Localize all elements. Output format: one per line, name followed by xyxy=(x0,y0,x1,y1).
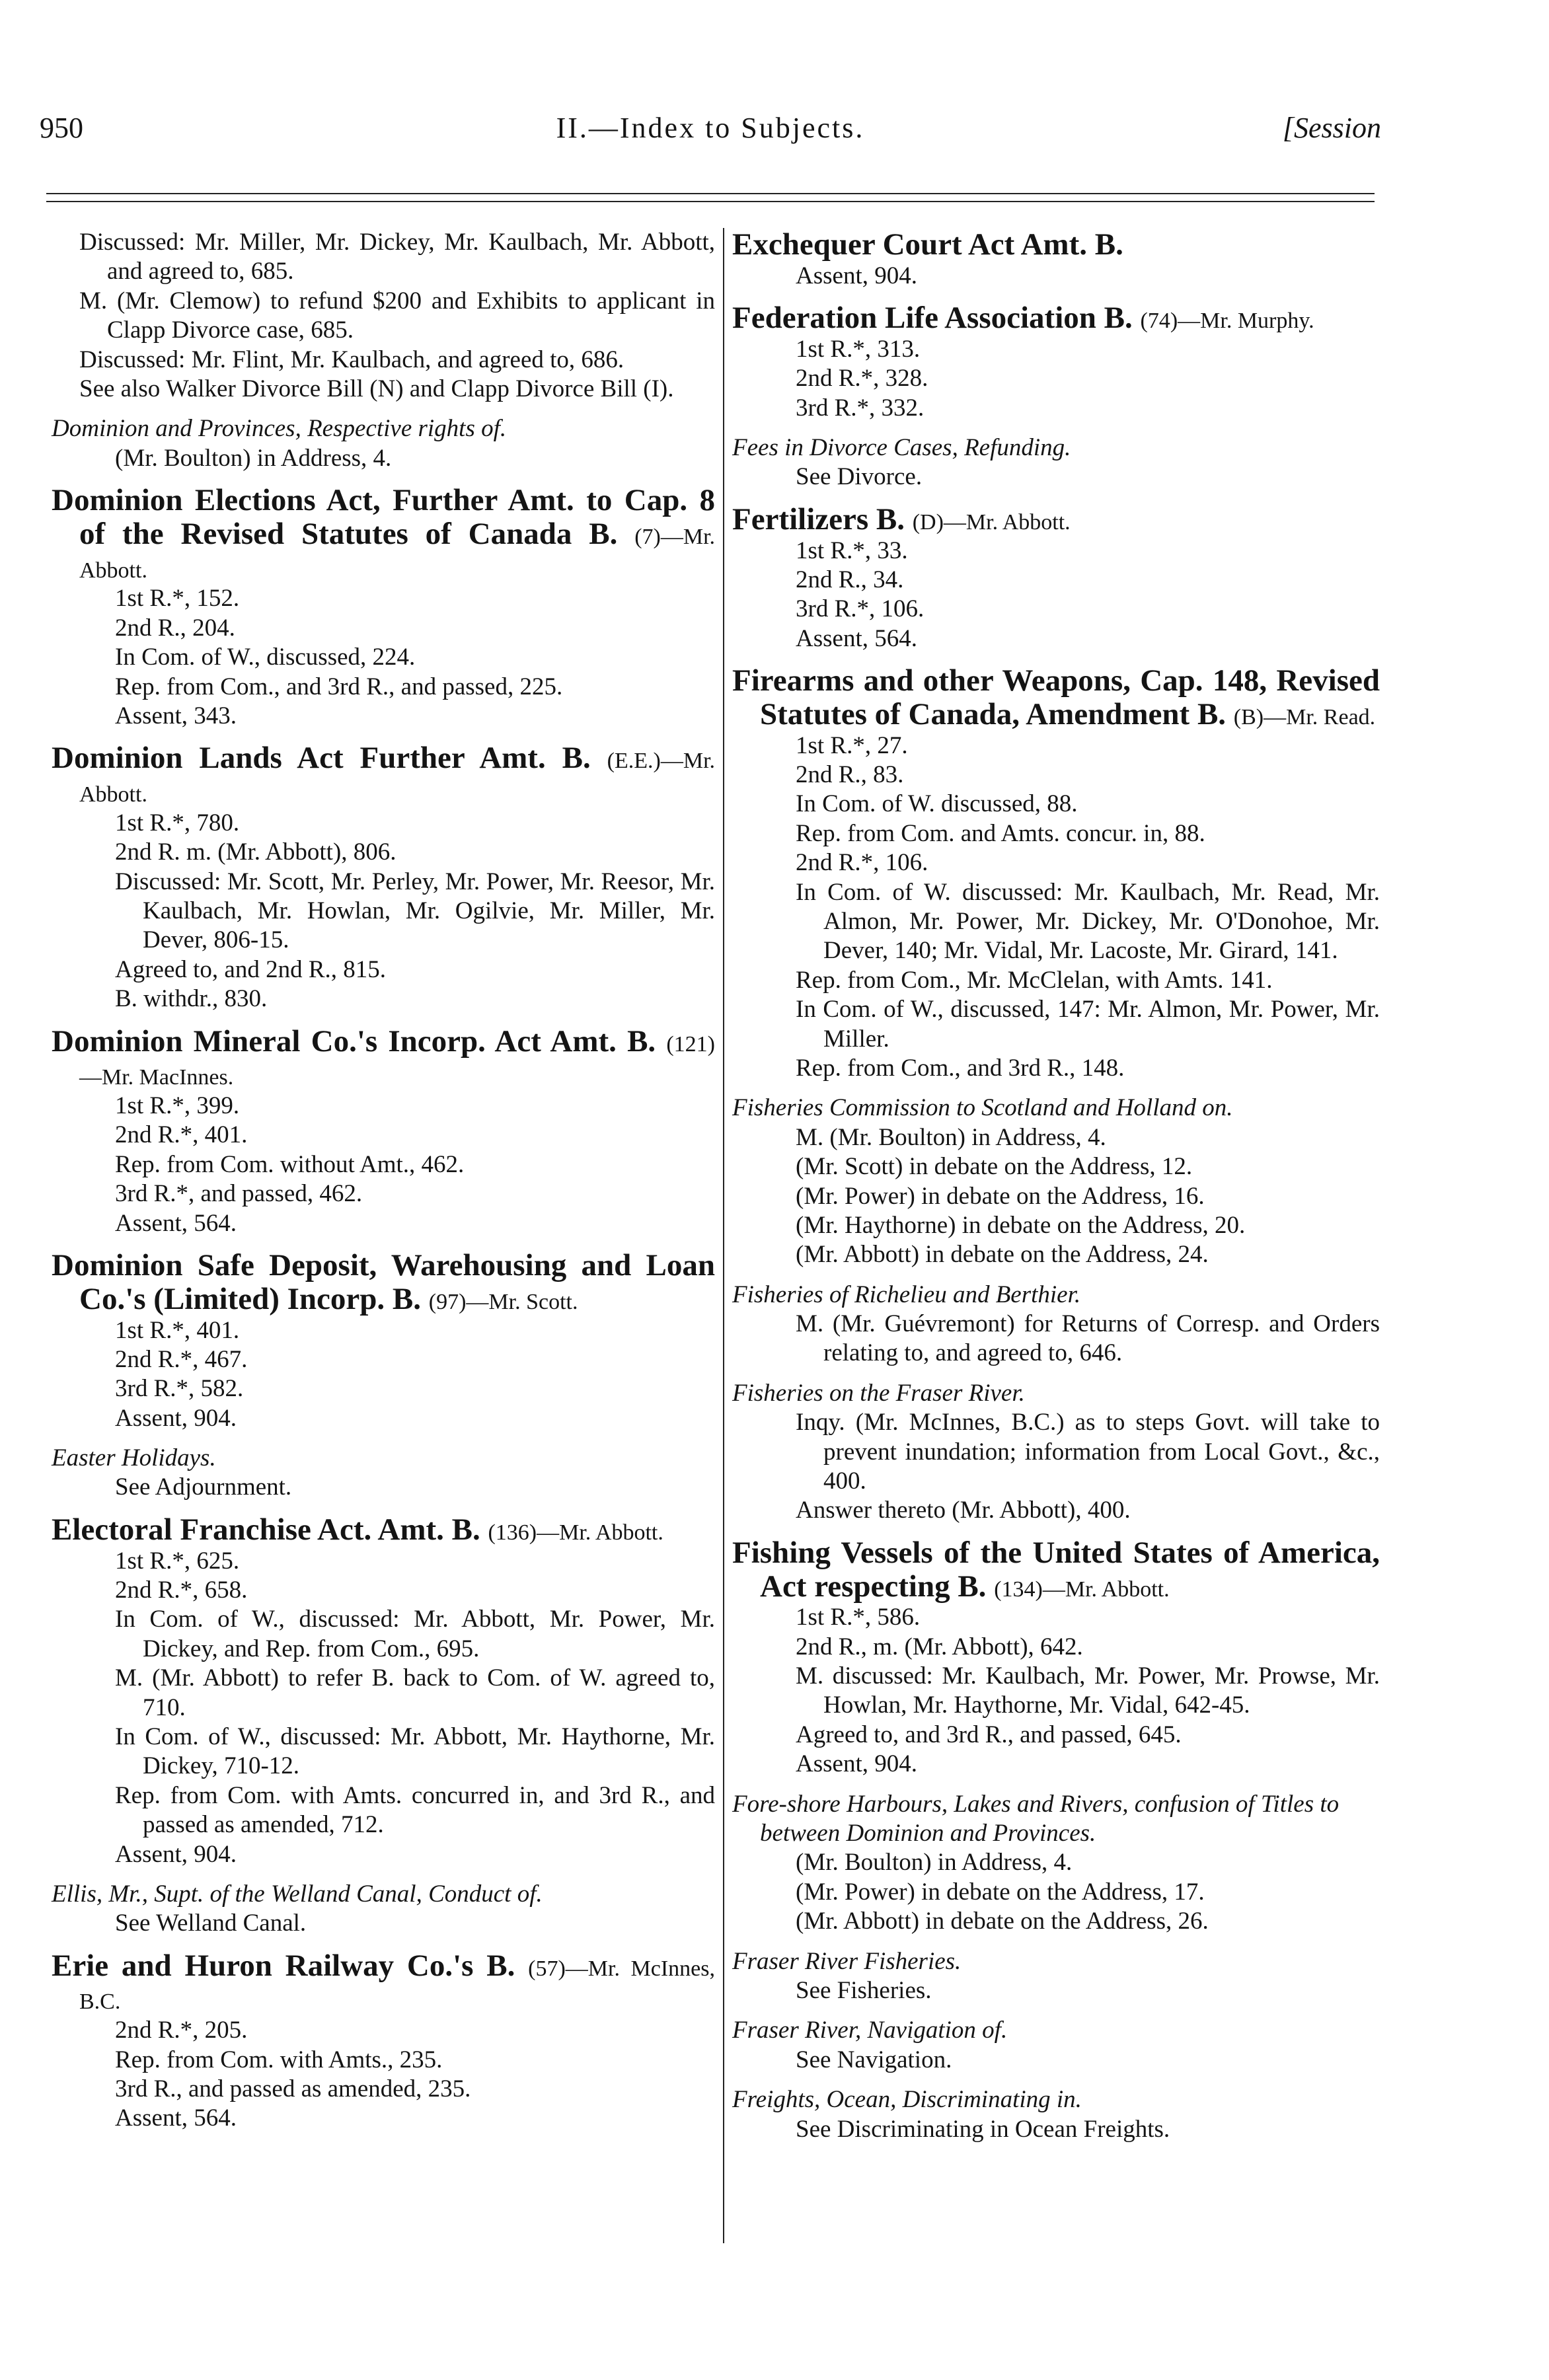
entry-line: 2nd R.*, 467. xyxy=(115,1345,248,1373)
entry-line: Rep. from Com. and Amts. concur. in, 88. xyxy=(796,819,1205,847)
index-entry xyxy=(52,1444,715,1503)
index-entry xyxy=(52,414,715,473)
entry-heading xyxy=(52,1025,715,1092)
entry-heading xyxy=(732,664,1380,731)
entry-line: Rep. from Com. with Amts. concurred in, and 3rd R., and passed as amended, 712. xyxy=(115,1781,715,1839)
index-entry xyxy=(732,1790,1380,1937)
entry-line: 2nd R. m. (Mr. Abbott), 806. xyxy=(115,838,397,866)
index-entry xyxy=(732,433,1380,492)
entry-heading-text: Dominion Mineral Co.'s Incorp. Act Amt. B. xyxy=(52,1023,656,1059)
entry-bill-ref: (134)—Mr. Abbott. xyxy=(994,1577,1170,1602)
entry-line: See Discriminating in Ocean Freights. xyxy=(796,2115,1170,2143)
index-entry xyxy=(52,1949,715,2134)
entry-line: See Adjournment. xyxy=(115,1473,292,1501)
entry-line: (Mr. Power) in debate on the Address, 17. xyxy=(796,1878,1205,1906)
entry-heading xyxy=(52,414,715,443)
entry-heading xyxy=(52,484,715,584)
entry-line: Discussed: Mr. Flint, Mr. Kaulbach, and agreed to, 686. xyxy=(79,346,624,373)
entry-heading-text: Fisheries of Richelieu and Berthier. xyxy=(732,1281,1081,1308)
entry-line: Assent, 564. xyxy=(115,2104,237,2132)
entry-heading-text: Firearms and other Weapons, Cap. 148, Revised Statutes of Canada, Amendment B. xyxy=(732,663,1380,731)
entry-bill-ref: (97)—Mr. Scott. xyxy=(428,1289,578,1314)
entry-heading xyxy=(52,1249,715,1316)
entry-line: 2nd R.*, 106. xyxy=(796,849,928,877)
index-entry xyxy=(732,228,1380,291)
entry-line: See Divorce. xyxy=(796,463,923,491)
entry-line: 3rd R.*, and passed, 462. xyxy=(115,1180,363,1208)
entry-line: In Com. of W. discussed, 88. xyxy=(796,790,1078,818)
index-entry xyxy=(732,664,1380,1083)
entry-heading-text: Fees in Divorce Cases, Refunding. xyxy=(732,434,1071,462)
page-number: 950 xyxy=(40,112,83,144)
entry-line: (Mr. Abbott) in debate on the Address, 26. xyxy=(796,1908,1209,1935)
entry-heading-text: Fishing Vessels of the United States of America, Act respecting B. xyxy=(732,1535,1380,1604)
entry-bill-ref: (136)—Mr. Abbott. xyxy=(488,1520,663,1545)
entry-line: 2nd R., 34. xyxy=(796,566,904,593)
entry-line: 2nd R., m. (Mr. Abbott), 642. xyxy=(796,1633,1083,1660)
index-entry xyxy=(52,1025,715,1238)
entry-line: 1st R.*, 399. xyxy=(115,1092,240,1120)
index-entry xyxy=(732,1536,1380,1779)
entry-heading-text: Ellis, Mr., Supt. of the Welland Canal, Conduct of. xyxy=(52,1880,543,1908)
entry-line: 1st R.*, 313. xyxy=(796,335,921,363)
entry-heading xyxy=(732,433,1380,463)
entry-heading-text: Fisheries Commission to Scotland and Holland on. xyxy=(732,1094,1233,1122)
entry-line: 1st R.*, 401. xyxy=(115,1316,240,1344)
entry-bill-ref: (D)—Mr. Abbott. xyxy=(912,509,1071,535)
page-title: II.—Index to Subjects. xyxy=(556,112,865,144)
entry-heading xyxy=(52,1880,715,1909)
entry-line: 1st R.*, 625. xyxy=(115,1547,240,1575)
entry-line: (Mr. Power) in debate on the Address, 16. xyxy=(796,1182,1205,1210)
entry-line: 1st R.*, 33. xyxy=(796,537,908,564)
entry-heading xyxy=(732,228,1380,262)
entry-line: Rep. from Com. with Amts., 235. xyxy=(115,2046,443,2073)
index-entry xyxy=(732,1281,1380,1368)
entry-heading xyxy=(732,1281,1380,1310)
entry-heading xyxy=(732,503,1380,537)
entry-line: 3rd R.*, 582. xyxy=(115,1375,244,1403)
entry-line: See Welland Canal. xyxy=(115,1910,307,1937)
entry-heading xyxy=(52,1513,715,1547)
entry-line: 3rd R.*, 332. xyxy=(796,394,925,422)
entry-line: Assent, 904. xyxy=(796,1750,917,1778)
entry-heading xyxy=(732,1094,1380,1123)
index-entry xyxy=(52,228,715,404)
entry-bill-ref: (B)—Mr. Read. xyxy=(1233,704,1376,729)
entry-heading-text: Dominion Elections Act, Further Amt. to Cap. 8 of the Revised Statutes of Canada B. xyxy=(52,483,715,551)
entry-line: Rep. from Com., and 3rd R., 148. xyxy=(796,1054,1125,1082)
entry-line: Assent, 564. xyxy=(796,624,917,652)
entry-heading xyxy=(732,301,1380,335)
entry-line: 2nd R.*, 328. xyxy=(796,365,928,392)
entry-line: (Mr. Boulton) in Address, 4. xyxy=(796,1849,1073,1877)
entry-line: See also Walker Divorce Bill (N) and Clapp Divorce Bill (I). xyxy=(79,375,674,402)
entry-heading-text: Fore-shore Harbours, Lakes and Rivers, confusion of Titles to between Dominion and Provinces. xyxy=(732,1790,1340,1847)
entry-line: Discussed: Mr. Miller, Mr. Dickey, Mr. Kaulbach, Mr. Abbott, and agreed to, 685. xyxy=(79,229,715,285)
entry-heading-text: Fertilizers B. xyxy=(732,502,905,537)
entry-line: (Mr. Scott) in debate on the Address, 12. xyxy=(796,1153,1193,1181)
entry-line: (Mr. Boulton) in Address, 4. xyxy=(115,444,392,472)
header-rule-bottom xyxy=(46,201,1375,202)
index-entry xyxy=(52,1880,715,1939)
entry-line: (Mr. Haythorne) in debate on the Address, 20. xyxy=(796,1211,1246,1239)
index-entry xyxy=(732,2085,1380,2144)
entry-heading xyxy=(52,1949,715,2017)
entry-heading xyxy=(732,1947,1380,1976)
entry-heading-text: Fraser River, Navigation of. xyxy=(732,2017,1008,2044)
entry-line: (Mr. Abbott) in debate on the Address, 24. xyxy=(796,1241,1209,1269)
entry-heading-text: Dominion Safe Deposit, Warehousing and Loan Co.'s (Limited) Incorp. B. xyxy=(52,1248,715,1316)
entry-bill-ref: (E.E.)—Mr. Abbott. xyxy=(79,749,716,807)
entry-line: 2nd R.*, 658. xyxy=(115,1577,248,1604)
entry-bill-ref: (7)—Mr. Abbott. xyxy=(79,524,716,583)
entry-heading-text: Dominion and Provinces, Respective rights of. xyxy=(52,415,507,443)
entry-line: In Com. of W., discussed, 147: Mr. Almon, Mr. Power, Mr. Miller. xyxy=(796,996,1380,1053)
entry-bill-ref: (57)—Mr. McInnes, B.C. xyxy=(79,1956,715,2015)
entry-bill-ref: (74)—Mr. Murphy. xyxy=(1140,309,1314,334)
index-entry xyxy=(52,1513,715,1869)
entry-heading xyxy=(52,1444,715,1473)
entry-heading-text: Erie and Huron Railway Co.'s B. xyxy=(52,1948,515,1983)
entry-line: Agreed to, and 2nd R., 815. xyxy=(115,955,387,983)
page-header xyxy=(40,111,1381,157)
entry-line: See Navigation. xyxy=(796,2046,952,2073)
entry-line: Discussed: Mr. Scott, Mr. Perley, Mr. Power, Mr. Reesor, Mr. Kaulbach, Mr. Howlan, Mr. Ogilvie, Mr. Miller, Mr. Dever, 806-15. xyxy=(115,868,715,954)
entry-line: Assent, 564. xyxy=(115,1209,237,1237)
entry-heading-text: Fraser River Fisheries. xyxy=(732,1947,962,1975)
entry-heading xyxy=(52,741,715,809)
entry-heading xyxy=(732,1790,1380,1849)
index-entry xyxy=(52,741,715,1014)
entry-line: 1st R.*, 152. xyxy=(115,585,240,613)
entry-line: 1st R.*, 780. xyxy=(115,809,240,837)
entry-line: Agreed to, and 3rd R., and passed, 645. xyxy=(796,1721,1182,1748)
left-column xyxy=(52,228,715,2144)
entry-line: Assent, 904. xyxy=(796,262,917,289)
entry-heading xyxy=(732,1379,1380,1408)
entry-heading xyxy=(732,1536,1380,1604)
header-rule-top xyxy=(46,193,1375,194)
entry-line: 3rd R.*, 106. xyxy=(796,595,925,623)
entry-line: Rep. from Com. without Amt., 462. xyxy=(115,1150,465,1178)
entry-line: Rep. from Com., Mr. McClelan, with Amts. 141. xyxy=(796,966,1273,994)
entry-line: In Com. of W. discussed: Mr. Kaulbach, Mr. Read, Mr. Almon, Mr. Power, Mr. Dickey, Mr. O'Donohoe, Mr. Dever, 140; Mr. Vidal, Mr. Lacoste, Mr. Girard, 141. xyxy=(796,878,1380,965)
index-entry xyxy=(732,1094,1380,1269)
entry-line: In Com. of W., discussed: Mr. Abbott, Mr. Haythorne, Mr. Dickey, 710-12. xyxy=(115,1723,715,1780)
column-divider xyxy=(723,228,724,2243)
entry-line: M. (Mr. Guévremont) for Returns of Corresp. and Orders relating to, and agreed to, 646. xyxy=(796,1310,1380,1367)
entry-line: See Fisheries. xyxy=(796,1977,932,2004)
entry-heading-text: Exchequer Court Act Amt. B. xyxy=(732,227,1123,262)
entry-line: 3rd R., and passed as amended, 235. xyxy=(115,2075,471,2102)
index-entry xyxy=(732,503,1380,653)
entry-line: In Com. of W., discussed: Mr. Abbott, Mr. Power, Mr. Dickey, and Rep. from Com., 695. xyxy=(115,1606,715,1662)
entry-line: Assent, 343. xyxy=(115,702,237,729)
entry-line: B. withdr., 830. xyxy=(115,985,268,1013)
entry-line: In Com. of W., discussed, 224. xyxy=(115,644,416,671)
entry-line: 1st R.*, 27. xyxy=(796,731,908,759)
entry-line: Inqy. (Mr. McInnes, B.C.) as to steps Govt. will take to prevent inundation; information from Local Govt., &c., 400. xyxy=(796,1409,1380,1495)
entry-heading-text: Electoral Franchise Act. Amt. B. xyxy=(52,1512,480,1547)
index-entry xyxy=(732,1947,1380,2006)
session-label: [Session xyxy=(1282,112,1381,144)
right-column xyxy=(732,228,1380,2155)
entry-line: M. discussed: Mr. Kaulbach, Mr. Power, Mr. Prowse, Mr. Howlan, Mr. Haythorne, Mr. Vidal, 642-45. xyxy=(796,1662,1380,1719)
entry-line: M. (Mr. Clemow) to refund $200 and Exhibits to applicant in Clapp Divorce case, 685. xyxy=(79,287,715,344)
entry-heading-text: Federation Life Association B. xyxy=(732,301,1133,336)
entry-heading-text: Dominion Lands Act Further Amt. B. xyxy=(52,741,591,776)
entry-heading-text: Easter Holidays. xyxy=(52,1444,216,1472)
index-entry xyxy=(732,301,1380,423)
entry-line: 2nd R., 204. xyxy=(115,614,235,642)
index-entry xyxy=(732,2016,1380,2075)
index-entry xyxy=(52,1249,715,1433)
entry-line: Assent, 904. xyxy=(115,1404,237,1432)
entry-bill-ref: (121)—Mr. MacInnes. xyxy=(79,1031,715,1090)
entry-line: 2nd R., 83. xyxy=(796,761,904,789)
entry-line: M. (Mr. Boulton) in Address, 4. xyxy=(796,1123,1106,1151)
index-entry xyxy=(52,484,715,731)
entry-heading xyxy=(732,2085,1380,2114)
index-entry xyxy=(732,1379,1380,1526)
entry-line: M. (Mr. Abbott) to refer B. back to Com. of W. agreed to, 710. xyxy=(115,1664,715,1721)
entry-line: Rep. from Com., and 3rd R., and passed, 225. xyxy=(115,673,563,700)
entry-heading-text: Freights, Ocean, Discriminating in. xyxy=(732,2086,1082,2114)
entry-line: 1st R.*, 586. xyxy=(796,1604,921,1631)
entry-line: 2nd R.*, 401. xyxy=(115,1121,248,1149)
entry-line: Answer thereto (Mr. Abbott), 400. xyxy=(796,1497,1131,1524)
entry-heading-text: Fisheries on the Fraser River. xyxy=(732,1379,1025,1407)
entry-line: 2nd R.*, 205. xyxy=(115,2017,248,2044)
entry-line: Assent, 904. xyxy=(115,1840,237,1868)
entry-heading xyxy=(732,2016,1380,2045)
